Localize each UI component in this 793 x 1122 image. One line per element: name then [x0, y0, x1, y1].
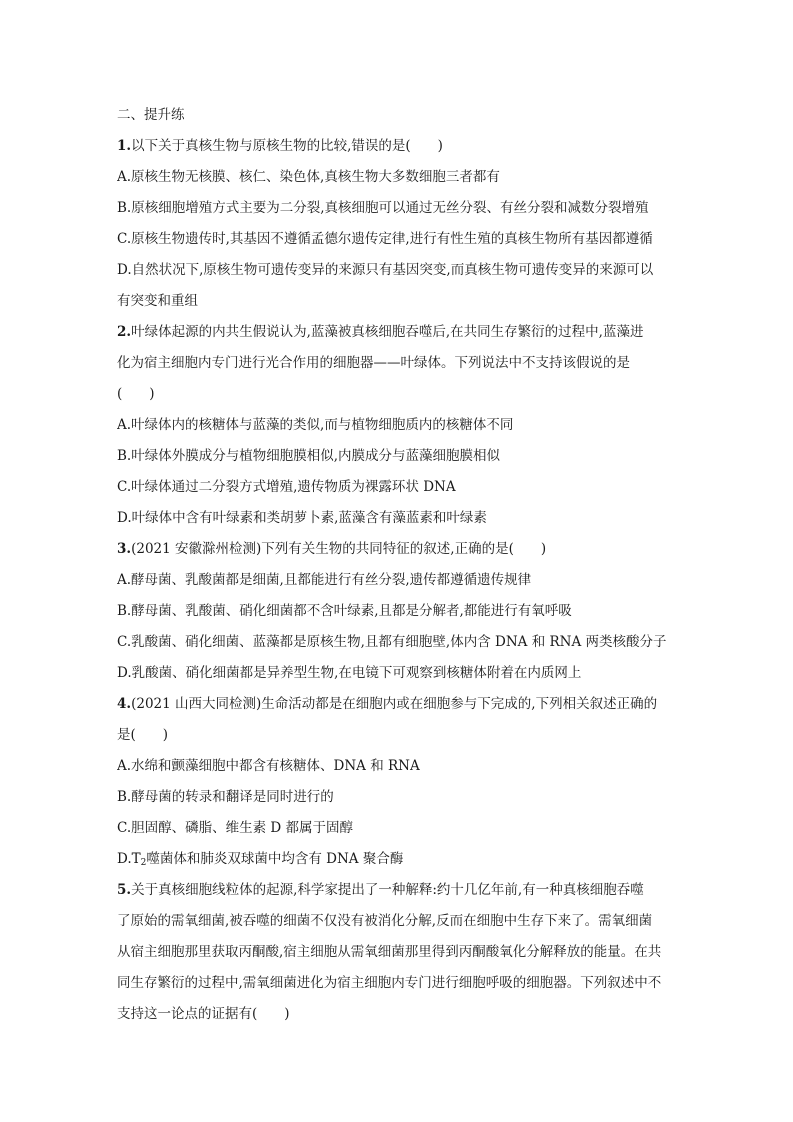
- document-page: [117, 100, 697, 1030]
- q4-option-d-prefix: D.T: [117, 851, 141, 867]
- q4-option-d-subscript: 2: [140, 858, 147, 868]
- question-2-stem-line-2: 化为宿主细胞内专门进行光合作用的细胞器——叶绿体。下列说法中不支持该假说的是: [117, 355, 630, 371]
- question-number: 2.: [117, 324, 132, 340]
- question-text: 以下关于真核生物与原核生物的比较,错误的是( ): [131, 138, 443, 154]
- question-4-stem: [117, 689, 697, 720]
- question-text: (2021 山西大同检测)生命活动都是在细胞内或在细胞参与下完成的,下列相关叙述正确的: [131, 696, 658, 712]
- q4-option-c: C.胆固醇、磷脂、维生素 D 都属于固醇: [117, 820, 354, 836]
- q4-option-d-text: 噬菌体和肺炎双球菌中均含有 DNA 聚合酶: [146, 851, 404, 867]
- q1-option-d: D.自然状况下,原核生物可遗传变异的来源只有基因突变,而真核生物可遗传变异的来源可以: [117, 262, 654, 278]
- question-number: 1.: [117, 138, 132, 154]
- question-text: (2021 安徽滁州检测)下列有关生物的共同特征的叙述,正确的是( ): [131, 541, 547, 557]
- section-title: 二、提升练: [117, 107, 185, 123]
- question-number: 4.: [117, 696, 132, 712]
- question-text: 叶绿体起源的内共生假说认为,蓝藻被真核细胞吞噬后,在共同生存繁衍的过程中,蓝藻进: [131, 324, 644, 340]
- question-1-stem: [117, 131, 697, 162]
- q2-option-a: A.叶绿体内的核糖体与蓝藻的类似,而与植物细胞质内的核糖体不同: [117, 417, 514, 433]
- q4-option-d: [117, 844, 697, 875]
- question-5-stem-line-2: 了原始的需氧细菌,被吞噬的细菌不仅没有被消化分解,反而在细胞中生存下来了。需氧细菌: [117, 913, 653, 929]
- q3-option-d: D.乳酸菌、硝化细菌都是异养型生物,在电镜下可观察到核糖体附着在内质网上: [117, 665, 582, 681]
- q1-option-a: A.原核生物无核膜、核仁、染色体,真核生物大多数细胞三者都有: [117, 169, 500, 185]
- question-number: 3.: [117, 541, 132, 557]
- q2-option-d: D.叶绿体中含有叶绿素和类胡萝卜素,蓝藻含有藻蓝素和叶绿素: [117, 510, 487, 526]
- question-4-stem-line-2: 是( ): [117, 727, 169, 743]
- q4-option-a: A.水绵和颤藻细胞中都含有核糖体、DNA 和 RNA: [117, 758, 420, 774]
- question-5-stem-line-5: 支持这一论点的证据有( ): [117, 1006, 290, 1022]
- question-2-answer-bracket: ( ): [117, 386, 155, 402]
- q1-option-c: C.原核生物遗传时,其基因不遵循孟德尔遗传定律,进行有性生殖的真核生物所有基因都遵循: [117, 231, 653, 247]
- question-text: 关于真核细胞线粒体的起源,科学家提出了一种解释:约十几亿年前,有一种真核细胞吞噬: [131, 882, 644, 898]
- q1-option-b: B.原核细胞增殖方式主要为二分裂,真核细胞可以通过无丝分裂、有丝分裂和减数分裂增殖: [117, 200, 649, 216]
- q3-option-a: A.酵母菌、乳酸菌都是细菌,且都能进行有丝分裂,遗传都遵循遗传规律: [117, 572, 532, 588]
- question-5-stem-line-3: 从宿主细胞那里获取丙酮酸,宿主细胞从需氧细菌那里得到丙酮酸氧化分解释放的能量。在共: [117, 944, 662, 960]
- q3-option-c: C.乳酸菌、硝化细菌、蓝藻都是原核生物,且都有细胞壁,体内含 DNA 和 RNA 两类核酸分子: [117, 634, 667, 650]
- q2-option-b: B.叶绿体外膜成分与植物细胞膜相似,内膜成分与蓝藻细胞膜相似: [117, 448, 501, 464]
- question-number: 5.: [117, 882, 132, 898]
- question-3-stem: [117, 534, 697, 565]
- question-5-stem: [117, 875, 697, 906]
- question-5-stem-line-4: 同生存繁衍的过程中,需氧细菌进化为宿主细胞内专门进行细胞呼吸的细胞器。下列叙述中不: [117, 975, 662, 991]
- question-2-stem: [117, 317, 697, 348]
- q1-option-d-continued: 有突变和重组: [117, 293, 198, 309]
- q4-option-b: B.酵母菌的转录和翻译是同时进行的: [117, 789, 334, 805]
- q3-option-b: B.酵母菌、乳酸菌、硝化细菌都不含叶绿素,且都是分解者,都能进行有氧呼吸: [117, 603, 572, 619]
- q2-option-c: C.叶绿体通过二分裂方式增殖,遗传物质为裸露环状 DNA: [117, 479, 456, 495]
